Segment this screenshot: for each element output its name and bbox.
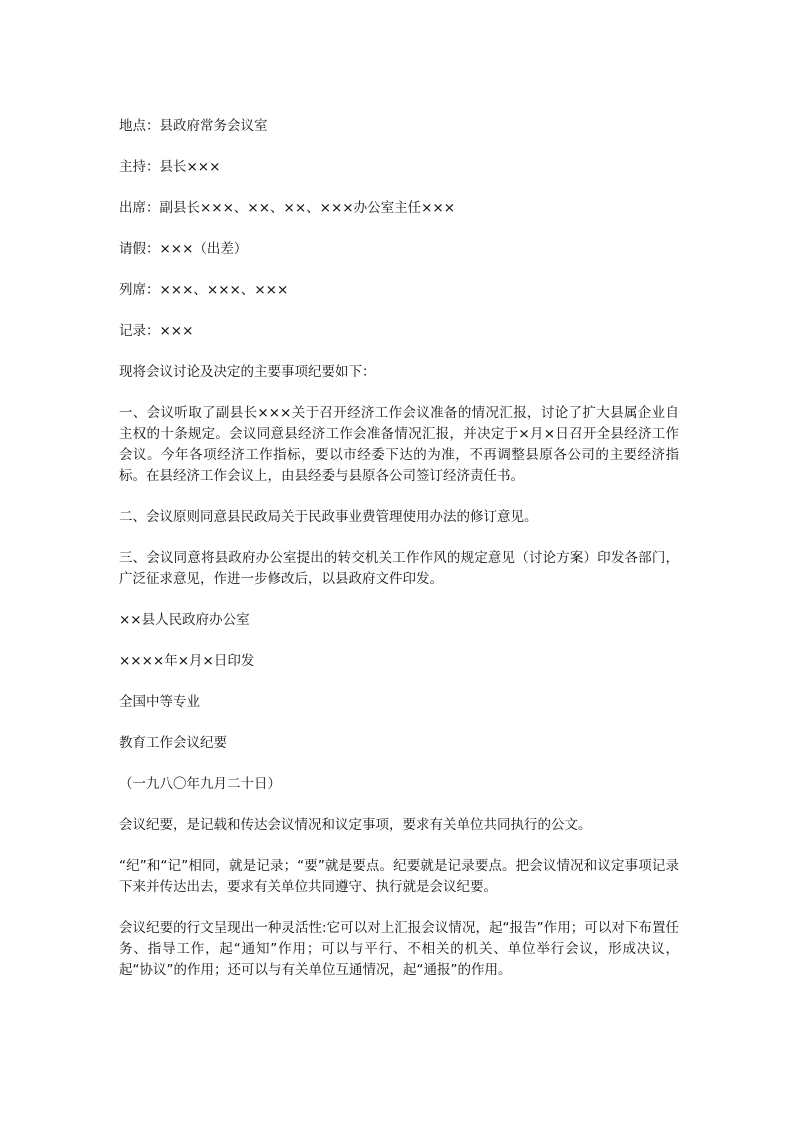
section-date: （一九八〇年九月二十日） [119, 776, 281, 792]
minutes-item-2: 二、会议原则同意县民政局关于民政事业费管理使用办法的修订意见。 [119, 509, 538, 525]
meeting-recorder: 记录：××× [119, 323, 194, 339]
function-paragraph: 会议纪要的行文呈现出一种灵活性:它可以对上汇报会议情况，起“报告”作用；可以对下布置任务、指导工作，起“通知”作用；可以与平行、不相关的机关、单位举行会议，形成决议，起“协议”的作用；还可以与有关单位互通情况，起“通报”的作用。 [119, 920, 679, 978]
definition-paragraph: 会议纪要，是记载和传达会议情况和议定事项，要求有关单位共同执行的公文。 [119, 817, 592, 833]
meeting-host: 主持：县长××× [119, 159, 221, 175]
meeting-location: 地点：县政府常务会议室 [119, 118, 268, 134]
issue-date: ××××年×月×日印发 [119, 653, 255, 669]
meeting-attendees: 出席：副县长×××、××、××、×××办公室主任××× [119, 200, 456, 216]
meeting-observers: 列席：×××、×××、××× [119, 282, 289, 298]
document-body [119, 116, 679, 1001]
minutes-intro: 现将会议讨论及决定的主要事项纪要如下： [119, 364, 376, 380]
minutes-item-3: 三、会议同意将县政府办公室提出的转交机关工作作风的规定意见（讨论方案）印发各部门，广泛征求意见，作进一步修改后，以县政府文件印发。 [119, 550, 679, 587]
issuing-office: ××县人民政府办公室 [119, 612, 250, 628]
explanation-paragraph: “纪”和“记”相同，就是记录；“要”就是要点。纪要就是记录要点。把会议情况和议定事项记录下来并传达出去，要求有关单位共同遵守、执行就是会议纪要。 [119, 858, 679, 895]
minutes-item-1: 一、会议听取了副县长×××关于召开经济工作会议准备的情况汇报，讨论了扩大县属企业自主权的十条规定。会议同意县经济工作会准备情况汇报，并决定于×月×日召开全县经济工作会议。今年各项经济工作指标，要以市经委下达的为准，不再调整县原各公司的主要经济指标。在县经济工作会议上，由县经委与县原各公司签订经济责任书。 [119, 405, 679, 484]
section-title-line-2: 教育工作会议纪要 [119, 735, 227, 751]
meeting-absent: 请假：×××（出差） [119, 241, 248, 257]
section-title-line-1: 全国中等专业 [119, 694, 200, 710]
